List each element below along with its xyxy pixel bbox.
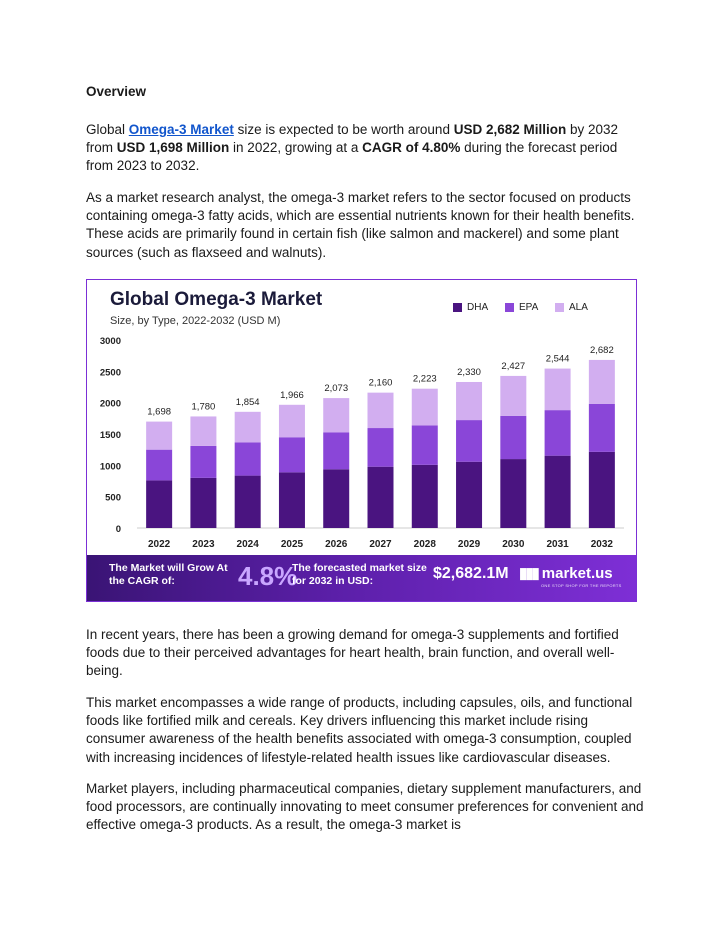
x-tick-label-2027: 2027 [369,539,392,550]
y-tick-label: 1000 [99,461,121,473]
omega3-market-link[interactable]: Omega-3 Market [128,122,234,137]
chart-subtitle: Size, by Type, 2022-2032 (USD M) [110,315,281,327]
bar-dha-2024 [235,476,261,528]
bar-ala-2027 [368,393,394,428]
bar-ala-2032 [589,360,615,404]
bar-ala-2025 [279,405,305,437]
analyst-paragraph: As a market research analyst, the omega-3 market refers to the sector focused on products containing omega-3 fatty acids, which are essential nutrients known for their health benefits. These acids are primarily found in certain fish (like salmon and mackerel) and some plant sources (such as flaxseed and walnuts). [86,190,635,260]
bar-dha-2032 [589,452,615,528]
market-chart-figure [86,279,637,602]
marketus-logo [519,564,622,588]
logo-tagline: ONE STOP SHOP FOR THE REPORTS [541,583,622,588]
banner-market-value: $2,682.1M [433,565,509,582]
intro-bold-2032-value: USD 2,682 Million [453,122,567,137]
logo-name: market.us [541,564,613,582]
total-label-2031: 2,544 [545,353,570,365]
overview-heading: Overview [86,84,147,99]
total-label-2028: 2,223 [412,373,437,385]
bar-ala-2023 [190,416,216,445]
total-label-2027: 2,160 [368,377,393,389]
y-tick-label: 3000 [99,336,121,347]
bar-epa-2031 [545,410,571,456]
bar-ala-2026 [323,398,349,432]
x-tick-label-2029: 2029 [457,539,481,550]
x-tick-label-2030: 2030 [502,539,525,550]
bar-ala-2031 [545,369,571,411]
y-tick-label: 2500 [99,367,121,379]
bar-ala-2022 [146,422,172,450]
banner-forecast-text: The forecasted market size for 2032 in USD: [292,562,427,587]
bar-epa-2023 [190,446,216,478]
stacked-bar-chart [87,280,637,560]
intro-paragraph [86,121,646,176]
legend-label-epa: EPA [519,302,539,313]
total-label-2030: 2,427 [501,360,526,372]
intro-text-2: size is expected to be worth around [233,122,454,137]
total-label-2026: 2,073 [324,383,349,395]
total-label-2023: 1,780 [191,401,216,413]
bar-epa-2030 [500,416,526,459]
y-tick-label: 0 [115,524,121,535]
x-tick-label-2032: 2032 [590,539,613,550]
demand-paragraph: In recent years, there has been a growing demand for omega-3 supplements and fortified foods due to their perceived advantages for heart health, brain function, and overall well-being. [86,627,619,679]
intro-text-4: in 2022, growing at a [229,140,363,156]
y-tick-label: 500 [105,492,121,504]
bar-dha-2026 [323,469,349,528]
bar-epa-2028 [412,425,438,464]
banner-grow-text: The Market will Grow At the CAGR of: [109,562,228,587]
bar-dha-2028 [412,465,438,528]
total-label-2032: 2,682 [589,344,614,356]
bar-ala-2024 [235,412,261,443]
bar-ala-2028 [412,389,438,426]
players-paragraph: Market players, including pharmaceutical companies, dietary supplement manufacturers, and food processors, are continually innovating to meet consumer preferences for convenient and effective omega-3 products. As a result, the omega-3 market is [86,781,644,833]
bar-ala-2030 [500,376,526,416]
bar-dha-2023 [190,478,216,528]
intro-bold-2022-value: USD 1,698 Million [116,140,230,156]
bar-dha-2030 [500,459,526,528]
bar-dha-2022 [146,480,172,528]
intro-bold-cagr: CAGR of 4.80% [362,140,461,156]
bar-epa-2029 [456,420,482,462]
intro-text-5: during the forecast period from 2023 to 2032. [86,140,618,174]
x-tick-label-2031: 2031 [546,539,569,550]
products-paragraph: This market encompasses a wide range of products, including capsules, oils, and functional foods like fortified milk and cereals. Key drivers influencing this market include rising consumer awareness of the health benefits associated with omega-3 consumption, coupled with increasing incidences of lifestyle-related health issues like cardiovascular diseases. [86,695,633,765]
legend-label-dha: DHA [467,302,489,313]
total-label-2029: 2,330 [457,366,481,378]
bar-epa-2024 [235,442,261,475]
y-tick-label: 1500 [99,430,121,441]
bar-dha-2031 [545,456,571,528]
x-tick-label-2025: 2025 [280,539,304,550]
bar-ala-2029 [456,382,482,420]
banner-cagr-value: 4.8% [238,561,298,591]
x-tick-label-2024: 2024 [236,539,259,550]
intro-text-3: by 2032 from [86,122,619,156]
total-label-2024: 1,854 [235,396,260,408]
total-label-2022: 1,698 [147,406,172,418]
summary-banner [87,555,636,601]
x-tick-label-2023: 2023 [192,539,215,550]
bar-dha-2027 [368,467,394,528]
bar-epa-2022 [146,450,172,481]
bar-dha-2029 [456,462,482,528]
chart-title: Global Omega-3 Market [110,289,323,310]
bar-dha-2025 [279,472,305,528]
bars-logo-icon: ▮▮▮ [519,565,538,582]
x-tick-label-2028: 2028 [413,539,436,550]
total-label-2025: 1,966 [280,389,304,401]
bar-epa-2027 [368,428,394,467]
x-tick-label-2022: 2022 [148,539,171,550]
bar-epa-2025 [279,437,305,472]
bar-epa-2032 [589,404,615,452]
bar-epa-2026 [323,432,349,469]
y-tick-label: 2000 [99,398,121,410]
intro-text-1: Global [86,122,129,137]
x-tick-label-2026: 2026 [325,539,348,550]
legend-label-ala: ALA [569,302,588,313]
